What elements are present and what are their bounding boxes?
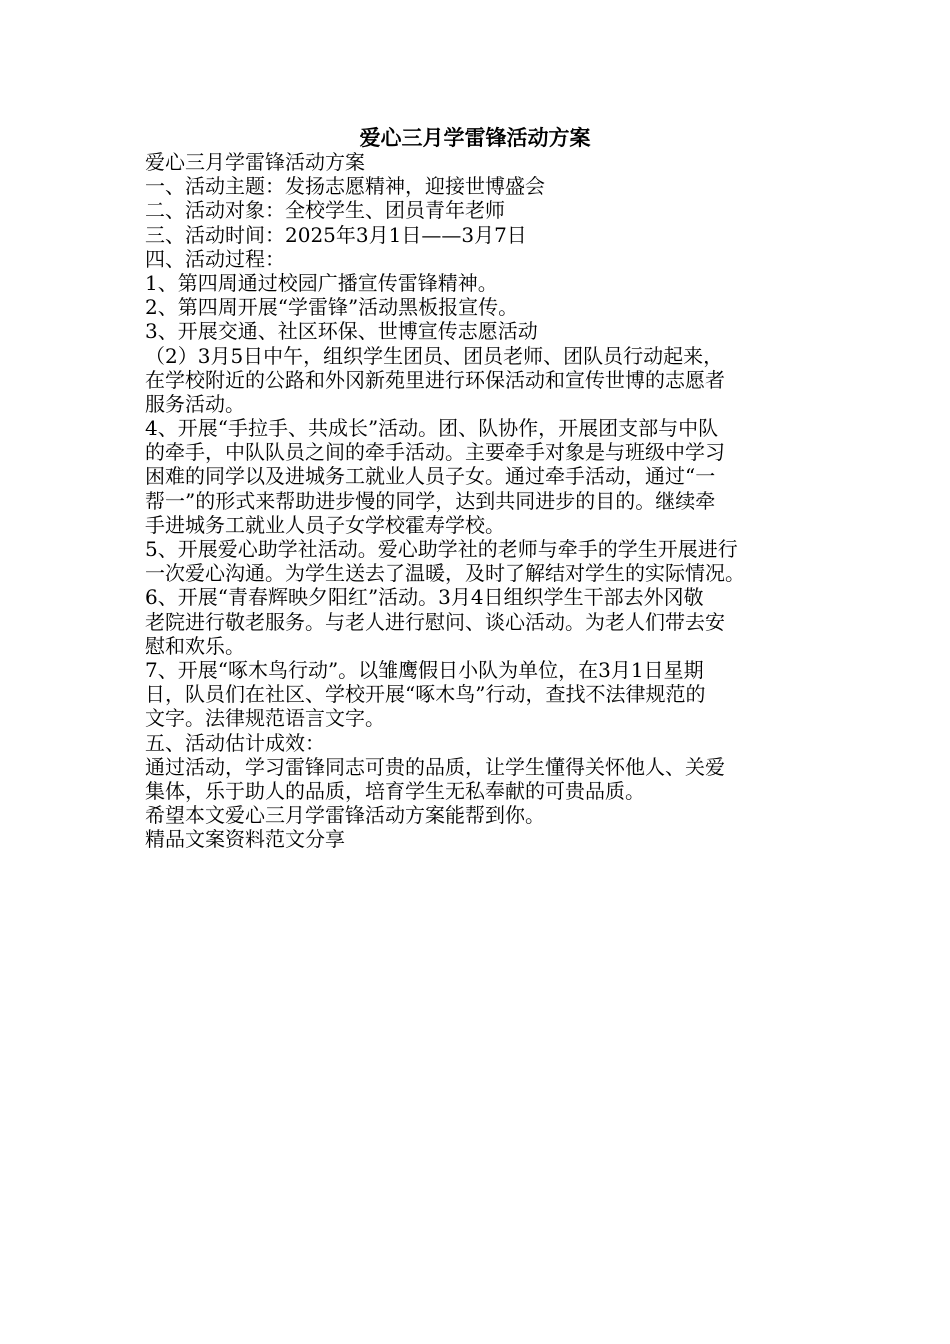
body-line: 希望本文爱心三月学雷锋活动方案能帮到你。 — [145, 803, 545, 828]
body-line: 二、活动对象：全校学生、团员青年老师 — [145, 198, 505, 223]
document-title: 爱心三月学雷锋活动方案 — [359, 126, 591, 150]
body-line: 手进城务工就业人员子女学校霍寿学校。 — [145, 512, 505, 537]
body-line: 困难的同学以及进城务工就业人员子女。通过牵手活动，通过“一 — [145, 464, 716, 489]
body-line: 一、活动主题：发扬志愿精神，迎接世博盛会 — [145, 174, 545, 199]
body-line: 7、开展“啄木鸟行动”。以雏鹰假日小队为单位，在3月1日星期 — [145, 657, 704, 682]
body-line: 精品文案资料范文分享 — [145, 827, 345, 852]
body-line: 日，队员们在社区、学校开展“啄木鸟”行动，查找不法律规范的 — [145, 682, 706, 707]
body-line: 五、活动估计成效： — [145, 730, 325, 755]
body-line: 慰和欢乐。 — [145, 633, 245, 658]
document-body — [145, 150, 810, 851]
body-line: 帮一”的形式来帮助进步慢的同学，达到共同进步的目的。继续牵 — [145, 488, 716, 513]
body-line: 老院进行敬老服务。与老人进行慰问、谈心活动。为老人们带去安 — [145, 609, 725, 634]
body-line: 4、开展“手拉手、共成长”活动。团、队协作，开展团支部与中队 — [145, 416, 719, 441]
body-line: 一次爱心沟通。为学生送去了温暖，及时了解结对学生的实际情况。 — [145, 561, 745, 586]
body-line: 2、第四周开展“学雷锋”活动黑板报宣传。 — [145, 295, 519, 320]
body-line: 1、第四周通过校园广播宣传雷锋精神。 — [145, 270, 498, 295]
body-line: 5、开展爱心助学社活动。爱心助学社的老师与牵手的学生开展进行 — [145, 537, 738, 561]
body-line: 集体，乐于助人的品质，培育学生无私奉献的可贵品质。 — [145, 778, 645, 803]
body-line: 爱心三月学雷锋活动方案 — [145, 150, 365, 174]
body-line: 四、活动过程： — [145, 246, 285, 271]
body-line: 通过活动，学习雷锋同志可贵的品质，让学生懂得关怀他人、关爱 — [145, 754, 725, 779]
body-line: 服务活动。 — [145, 391, 245, 416]
body-line: 的牵手，中队队员之间的牵手活动。主要牵手对象是与班级中学习 — [145, 440, 725, 465]
body-line: 在学校附近的公路和外冈新苑里进行环保活动和宣传世博的志愿者 — [145, 367, 725, 392]
body-line: 3、开展交通、社区环保、世博宣传志愿活动 — [145, 319, 538, 344]
body-line: （2）3月5日中午，组织学生团员、团员老师、团队员行动起来， — [145, 343, 724, 368]
body-line: 文字。法律规范语言文字。 — [145, 706, 385, 731]
body-line: 6、开展“青春辉映夕阳红”活动。3月4日组织学生干部去外冈敬 — [145, 585, 704, 610]
body-line: 三、活动时间：2025年3月1日——3月7日 — [145, 222, 527, 247]
